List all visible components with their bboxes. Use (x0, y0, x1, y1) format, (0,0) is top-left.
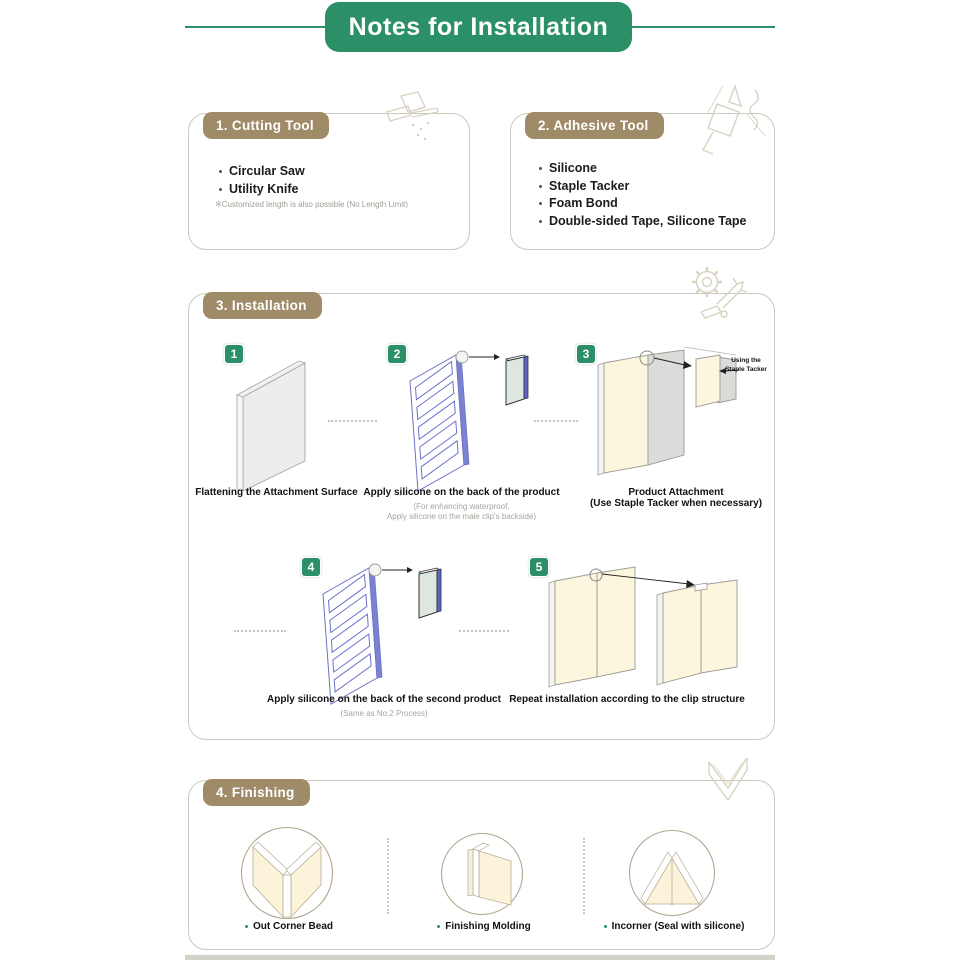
bullet-icon (219, 170, 222, 173)
adhesive-tool-list (539, 160, 747, 230)
step-badge-5: 5 (530, 558, 548, 576)
step4-silicone-illustration (307, 560, 447, 707)
finishing-item (404, 921, 564, 932)
silicone-gun-icon (695, 84, 773, 158)
list-item (539, 178, 747, 196)
step4-subcaption: (Same as No.2 Process) (340, 709, 428, 718)
list-item (539, 213, 747, 231)
list-item (219, 180, 305, 198)
dotted-separator (459, 630, 509, 632)
section-finishing (188, 780, 775, 950)
step-badge-4: 4 (302, 558, 320, 576)
section-cutting-tool (188, 113, 470, 250)
finishing-item-label: Incorner (Seal with silicone) (611, 921, 745, 932)
page-bottom-strip (185, 955, 775, 960)
step3-caption: Product Attachment (Use Staple Tacker when necessary) (589, 487, 763, 509)
utility-knife-icon (371, 90, 445, 152)
gear-wrench-icon (687, 262, 751, 326)
step5-repeat-illustration (539, 557, 751, 697)
corner-molding-icon (701, 756, 761, 814)
step-badge-2: 2 (388, 345, 406, 363)
step2-subcaption: Apply silicone on the male clip's backside) (386, 512, 537, 521)
bullet-icon (604, 925, 607, 928)
step2-silicone-illustration (394, 347, 534, 494)
bullet-icon (539, 220, 542, 223)
cutting-tool-list (219, 162, 305, 198)
bullet-icon (219, 188, 222, 191)
dotted-separator (534, 420, 578, 422)
finishing-molding-diagram (439, 831, 525, 917)
finishing-item-label: Finishing Molding (445, 921, 531, 932)
incorner-diagram (627, 828, 717, 918)
step2-caption: Apply silicone on the back of the product (For enhancing waterproof, Apply silicone on the male clip's backside) (359, 487, 564, 522)
cutting-note: ※Customized length is also possible (No Length Limit) (215, 200, 409, 209)
step-badge-1: 1 (225, 345, 243, 363)
section-installation (188, 293, 775, 740)
section-label-cutting: 1. Cutting Tool (203, 112, 329, 139)
list-item-label: Foam Bond (549, 196, 618, 210)
list-item-label: Double-sided Tape, Silicone Tape (549, 213, 747, 228)
finishing-item (209, 921, 369, 932)
page-title: Notes for Installation (325, 2, 632, 52)
section-label-installation: 3. Installation (203, 292, 322, 319)
step4-caption: Apply silicone on the back of the second product (Same as No.2 Process) (239, 694, 529, 719)
finishing-item-label: Out Corner Bead (252, 921, 333, 932)
bullet-icon (245, 925, 248, 928)
finishing-item (574, 921, 774, 932)
dotted-separator (328, 420, 377, 422)
dotted-divider (387, 838, 389, 914)
step1-panel-illustration (223, 351, 323, 491)
staple-tacker-annotation: Using the Staple Tacker (725, 357, 767, 373)
out-corner-bead-diagram (239, 825, 335, 921)
bullet-icon (539, 167, 542, 170)
step5-caption: Repeat installation according to the clip structure (509, 694, 745, 705)
section-adhesive-tool (510, 113, 775, 250)
bullet-icon (437, 925, 440, 928)
step-badge-3: 3 (577, 345, 595, 363)
dotted-divider (583, 838, 585, 914)
list-item (539, 195, 747, 213)
bullet-icon (539, 185, 542, 188)
section-label-finishing: 4. Finishing (203, 779, 310, 806)
section-label-adhesive: 2. Adhesive Tool (525, 112, 664, 139)
list-item-label: Silicone (549, 161, 597, 175)
dotted-separator (234, 630, 286, 632)
step1-caption: Flattening the Attachment Surface (195, 487, 358, 498)
list-item (539, 160, 747, 178)
list-item-label: Staple Tacker (549, 178, 630, 193)
list-item-label: Circular Saw (229, 164, 305, 178)
step2-subcaption: (For enhancing waterproof, (413, 502, 510, 511)
bullet-icon (539, 202, 542, 205)
list-item (219, 162, 305, 180)
list-item-label: Utility Knife (229, 182, 299, 196)
